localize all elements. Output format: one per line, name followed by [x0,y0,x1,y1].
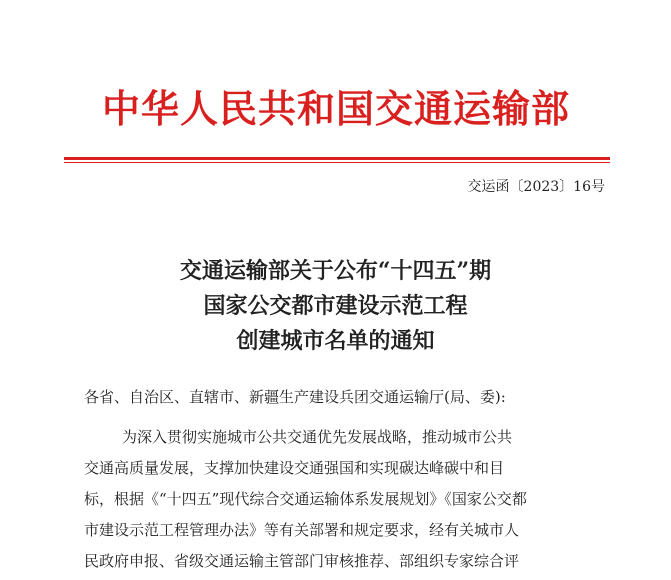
title-line-3: 创建城市名单的通知 [236,328,435,354]
issuer-masthead: 中华人民共和国交通运输部 [101,87,570,131]
document-number: 交运函〔2023〕16号 [467,179,605,195]
title-line-1: 交通运输部关于公布“十四五”期 [179,258,492,284]
body-paragraph [84,422,596,577]
body-line-2: 交通高质量发展，支撑加快建设交通强国和实现碳达峰碳中和目 [84,459,505,477]
body-line-4: 市建设示范工程管理办法》等有关部署和规定要求，经有关城市人 [84,521,520,539]
salutation: 各省、自治区、直辖市、新疆生产建设兵团交通运输厅(局、委): [84,388,506,406]
masthead-red-rule-thin [64,162,610,163]
body-line-3: 标，根据《“十四五”现代综合交通运输体系发展规划》《国家公交都 [84,490,527,508]
title-line-2: 国家公交都市建设示范工程 [203,293,468,319]
body-line-1: 为深入贯彻实施城市公共交通优先发展战略，推动城市公共 [122,428,513,446]
document-title [0,254,671,359]
masthead-red-rule [64,157,610,160]
body-line-5: 民政府申报、省级交通运输主管部门审核推荐、部组织专家综合评 [84,552,520,570]
